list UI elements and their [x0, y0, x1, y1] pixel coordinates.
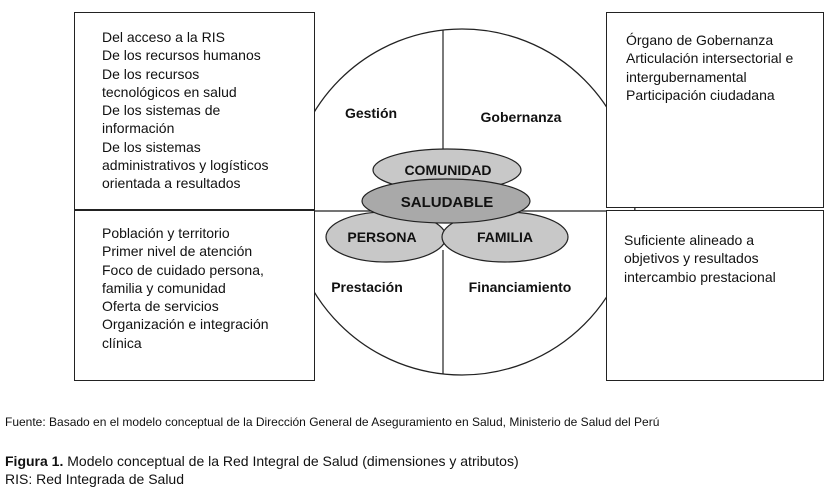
quadrant-label-gestion: Gestión	[344, 105, 398, 121]
attribute-line: De los sistemas de	[102, 102, 221, 119]
box-financiamiento-attributes	[606, 210, 824, 381]
attribute-line: objetivos y resultados	[624, 250, 759, 267]
center-label-comunidad: COMUNIDAD	[404, 162, 492, 178]
source-note: Fuente: Basado en el modelo conceptual de la Dirección General de Aseguramiento en Salud, Ministerio de Salud del Perú	[5, 415, 660, 429]
center-label-persona: PERSONA	[347, 229, 417, 245]
attribute-line: Articulación intersectorial e	[626, 50, 794, 67]
attribute-line: Primer nivel de atención	[102, 243, 253, 260]
attribute-line: Participación ciudadana	[626, 86, 775, 103]
attribute-line: Órgano de Gobernanza	[626, 32, 774, 48]
attribute-line: clínica	[102, 334, 142, 351]
attribute-line: orientada a resultados	[102, 175, 241, 192]
attribute-line: administrativos y logísticos	[102, 157, 269, 174]
attribute-line: Foco de cuidado persona,	[102, 261, 264, 278]
attribute-line: Del acceso a la RIS	[102, 29, 225, 45]
center-label-saludable: SALUDABLE	[400, 194, 494, 211]
figure-title: Modelo conceptual de la Red Integral de Salud (dimensiones y atributos)	[63, 453, 519, 469]
box-gestion-attributes	[74, 12, 315, 210]
attribute-line: De los sistemas	[102, 138, 201, 155]
attribute-line: información	[102, 120, 175, 137]
abbreviation-note: RIS: Red Integrada de Salud	[5, 471, 185, 487]
figure-label: Figura 1.	[5, 453, 64, 469]
attribute-line: intergubernamental	[626, 68, 747, 85]
attribute-line: intercambio prestacional	[624, 268, 776, 285]
attribute-line: Oferta de servicios	[102, 298, 219, 315]
box-prestacion-attributes	[74, 210, 315, 381]
attribute-line: De los recursos	[102, 65, 200, 82]
figure-caption	[5, 453, 519, 469]
attribute-line: Organización e integración	[102, 316, 269, 333]
attribute-line: Suficiente alineado a	[624, 232, 754, 248]
quadrant-label-prestacion: Prestación	[331, 279, 403, 295]
attribute-line: Población y territorio	[102, 225, 230, 241]
quadrant-label-financiamiento: Financiamiento	[468, 279, 572, 295]
attribute-line: familia y comunidad	[102, 279, 226, 296]
center-label-familia: FAMILIA	[477, 229, 533, 245]
attribute-line: tecnológicos en salud	[102, 83, 237, 100]
attribute-line: De los recursos humanos	[102, 47, 261, 64]
quadrant-label-gobernanza: Gobernanza	[480, 109, 562, 125]
box-gobernanza-attributes	[606, 12, 824, 208]
